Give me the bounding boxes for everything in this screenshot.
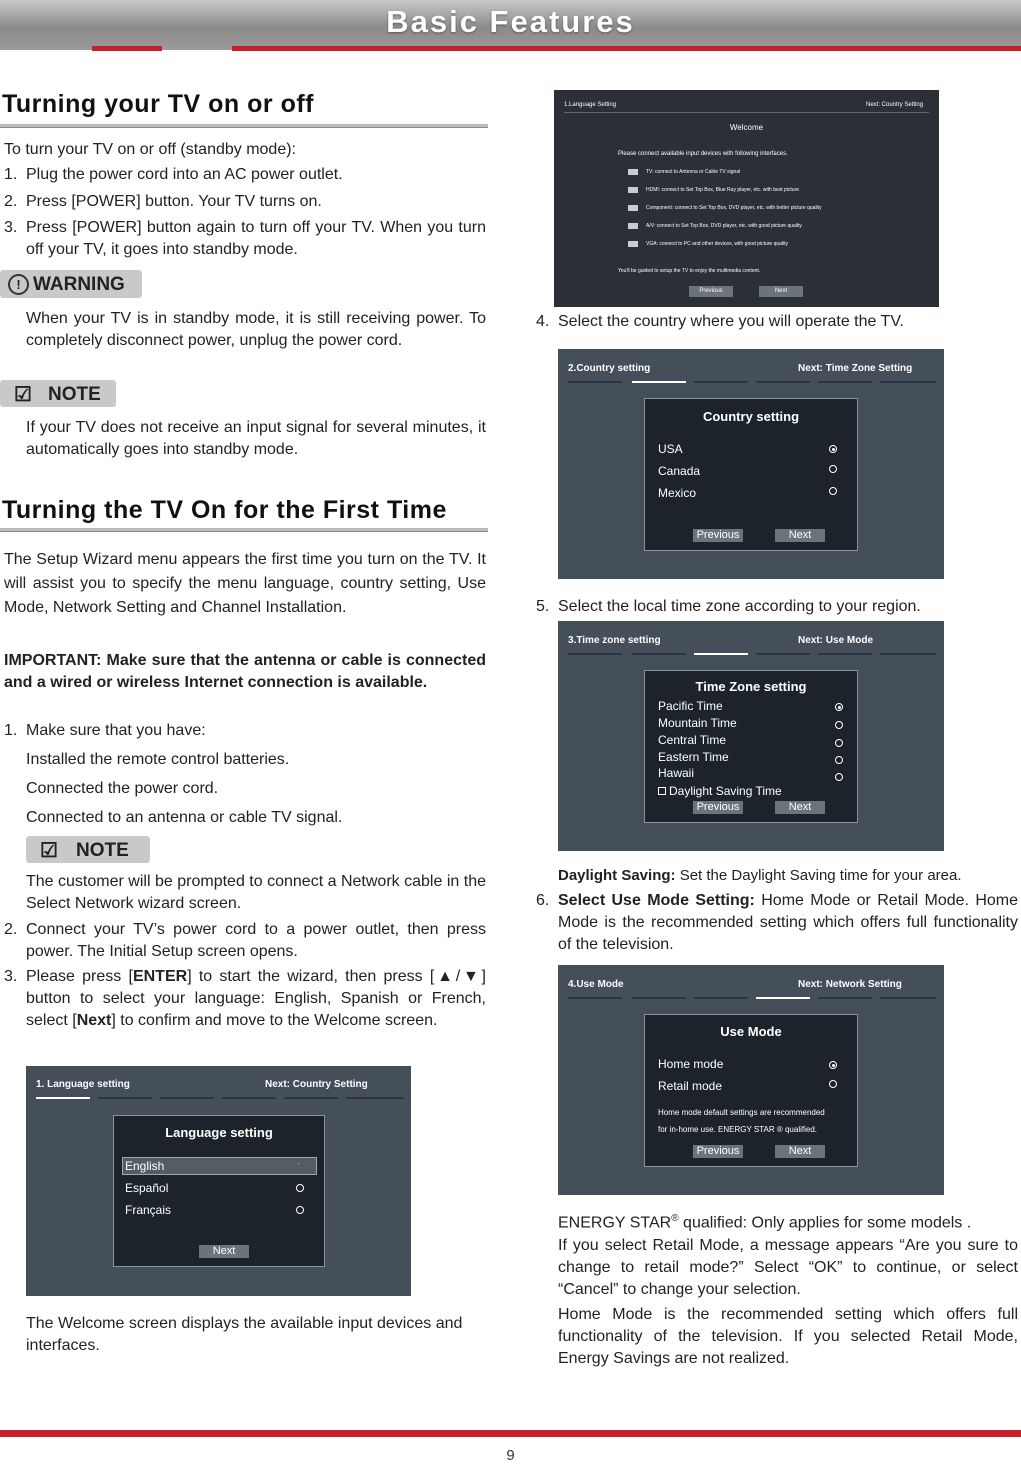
next-button[interactable]: Next — [199, 1245, 249, 1258]
step-text: Press [POWER] button. Your TV turns on. — [26, 193, 322, 210]
dialog-title: Country setting — [702, 409, 800, 424]
wizard-step-label: 1. Language setting — [36, 1079, 130, 1090]
list-item — [536, 311, 1018, 333]
time-zone-setting-screen — [558, 621, 944, 851]
use-mode-option[interactable]: Retail mode — [658, 1079, 723, 1093]
dialog-title: Language setting — [165, 1125, 273, 1140]
setup-intro: The Setup Wizard menu appears the first time you turn on the TV. It will assist you to specify the menu language, country setting, Use Mode, Network Setting and Channel Installation. — [4, 551, 486, 616]
step-number: 3. — [4, 219, 18, 236]
list-item — [4, 191, 486, 213]
checklist-item: Connected to an antenna or cable TV signal. — [26, 809, 343, 826]
wizard-next-label: Next: Use Mode — [798, 635, 874, 646]
previous-button[interactable]: Previous — [693, 529, 743, 542]
use-mode-note: Home mode default settings are recommended — [658, 1108, 825, 1117]
step-text: Plug the power cord into an AC power outlet. — [26, 166, 343, 183]
time-zone-dialog — [644, 670, 858, 823]
step-number: 4. — [536, 313, 550, 330]
list-item — [4, 164, 486, 186]
list-item — [536, 890, 1018, 956]
wizard-progress — [568, 381, 936, 383]
next-button[interactable]: Next — [775, 801, 825, 814]
country-option[interactable]: USA — [658, 442, 683, 456]
divider — [564, 112, 929, 113]
previous-button[interactable]: Previous — [693, 1145, 743, 1158]
wizard-next-label: Next: Country Setting — [866, 102, 924, 108]
component-icon — [628, 205, 638, 211]
step-number: 3. — [4, 968, 18, 985]
checklist-item: Installed the remote control batteries. — [26, 751, 290, 768]
hdmi-icon — [628, 187, 638, 193]
language-dialog — [113, 1115, 325, 1267]
radio-icon[interactable] — [296, 1184, 304, 1192]
country-option[interactable]: Mexico — [658, 486, 697, 500]
use-mode-screen — [558, 965, 944, 1195]
radio-icon[interactable] — [829, 465, 837, 473]
dst-checkbox[interactable] — [658, 787, 666, 795]
page-number: 9 — [506, 1447, 515, 1464]
use-mode-dialog — [644, 1014, 858, 1167]
step-number: 1. — [4, 722, 18, 739]
step-text: Make sure that you have: — [26, 722, 206, 739]
wizard-progress — [568, 653, 936, 655]
interface-item: TV: connect to Antenna or Cable TV signal — [646, 169, 741, 175]
language-setting-screen — [26, 1066, 411, 1296]
use-mode-option[interactable]: Home mode — [658, 1057, 724, 1071]
list-item — [536, 596, 1018, 618]
list-item — [4, 217, 486, 261]
home-mode-text: Home Mode is the recommended setting which offers full functionality of the television. If you selected Retail Mode, Energy Savings are not realized. — [558, 1306, 1018, 1367]
step-text: Connect your TV’s power cord to a power outlet, then press power. The Initial Setup screen opens. — [26, 921, 486, 960]
country-dialog — [644, 398, 858, 551]
language-option[interactable]: English — [125, 1159, 165, 1173]
note-label: NOTE — [76, 840, 129, 861]
step-number: 2. — [4, 193, 18, 210]
radio-icon[interactable] — [829, 487, 837, 495]
radio-selected-icon[interactable] — [835, 703, 843, 711]
previous-button[interactable]: Previous — [689, 286, 733, 297]
step-number: 1. — [4, 166, 18, 183]
dst-label: Daylight Saving Time — [669, 784, 782, 798]
welcome-intro: Please connect available input devices with following interfaces. — [618, 151, 788, 157]
footer-rule — [0, 1430, 1021, 1437]
step-text: Select the local time zone according to your region. — [558, 598, 921, 615]
interface-item: A/V: connect to Set Top Box, DVD player, etc. with good picture quality — [646, 223, 802, 229]
step-number: 2. — [4, 921, 18, 938]
warning-text: When your TV is in standby mode, it is still receiving power. To completely disconnect power, unplug the power cord. — [26, 310, 486, 349]
next-button[interactable]: Next — [759, 286, 803, 297]
tv-icon — [628, 169, 638, 175]
intro-text: To turn your TV on or off (standby mode): — [4, 141, 296, 158]
use-mode-note: for in-home use. ENERGY STAR ® qualified. — [658, 1125, 817, 1134]
wizard-next-label: Next: Country Setting — [265, 1079, 368, 1090]
note-badge — [0, 380, 116, 407]
next-button[interactable]: Next — [775, 529, 825, 542]
step-text: Press [POWER] button again to turn off your TV. When you turn off your TV, it goes into standby mode. — [26, 219, 486, 258]
warning-label: WARNING — [33, 274, 125, 295]
note-badge — [26, 836, 150, 863]
header-title: Basic Features — [386, 4, 635, 39]
list-item — [4, 720, 486, 742]
note-label: NOTE — [48, 384, 101, 405]
radio-selected-icon[interactable] — [829, 1061, 837, 1069]
time-zone-option[interactable]: Hawaii — [658, 766, 695, 780]
list-item — [4, 919, 486, 963]
radio-icon[interactable] — [829, 1080, 837, 1088]
time-zone-option[interactable]: Eastern Time — [658, 750, 729, 764]
wizard-next-label: Next: Time Zone Setting — [798, 363, 913, 374]
next-button[interactable]: Next — [775, 1145, 825, 1158]
language-option[interactable]: Français — [125, 1203, 172, 1217]
welcome-footer: You'll be guided to setup the TV to enjoy the multimedia content. — [618, 268, 761, 274]
previous-button[interactable]: Previous — [693, 801, 743, 814]
wizard-step-label: 3.Time zone setting — [568, 635, 661, 646]
list-item — [4, 966, 486, 1032]
wizard-next-label: Next: Network Setting — [798, 979, 902, 990]
section-rule — [0, 528, 488, 532]
note-text: If your TV does not receive an input signal for several minutes, it automatically goes into standby mode. — [26, 419, 486, 458]
note-icon: ☑ — [40, 840, 58, 862]
warning-icon: ! — [8, 274, 29, 295]
wizard-step-label: 2.Country setting — [568, 363, 651, 374]
time-zone-option[interactable]: Mountain Time — [658, 716, 737, 730]
wizard-progress — [568, 997, 936, 999]
radio-icon[interactable] — [835, 773, 843, 781]
interface-item: VGA: connect to PC and other devices, with good picture quality — [646, 241, 789, 247]
radio-selected-icon[interactable] — [829, 445, 837, 453]
dialog-title: Use Mode — [720, 1024, 782, 1039]
time-zone-option[interactable]: Central Time — [658, 733, 727, 747]
radio-icon[interactable] — [835, 721, 843, 729]
welcome-title: Welcome — [729, 123, 764, 132]
section-title-first-time: Turning the TV On for the First Time — [2, 496, 447, 524]
header-accent-right — [232, 46, 1021, 51]
step-text: Select the country where you will operate the TV. — [558, 313, 904, 330]
radio-icon[interactable] — [296, 1206, 304, 1214]
dialog-title: Time Zone setting — [695, 679, 807, 694]
step-text: Select Use Mode Setting: Home Mode or Retail Mode. Home Mode is the recommended setting which offers full functionality of the television. — [558, 892, 1019, 953]
country-option[interactable]: Canada — [658, 464, 701, 478]
welcome-description: The Welcome screen displays the available input devices and interfaces. — [26, 1315, 463, 1354]
av-icon — [628, 223, 638, 229]
wizard-progress — [36, 1097, 404, 1099]
time-zone-option[interactable]: Pacific Time — [658, 699, 723, 713]
step-number: 6. — [536, 892, 550, 909]
step-number: 5. — [536, 598, 550, 615]
wizard-step-label: 1.Language Setting — [564, 102, 617, 108]
warning-badge — [0, 270, 142, 298]
checklist-item: Connected the power cord. — [26, 780, 219, 797]
selected-indicator-icon: · — [297, 1158, 300, 1168]
energy-star-text: ENERGY STAR® qualified: Only applies for some models . — [558, 1213, 972, 1232]
section-title-on-off: Turning your TV on or off — [2, 90, 314, 118]
welcome-screen — [554, 90, 939, 307]
section-rule — [0, 124, 488, 128]
step-text: Please press [ENTER] to start the wizard, then press [▲/▼] button to select your language: English, Spanish or French, select [Next] to confirm and move to the Welcome screen. — [26, 968, 486, 1029]
interface-item: HDMI: connect to Set Top Box, Blue Ray player, etc. with best picture — [646, 187, 800, 193]
header-accent-left — [92, 46, 162, 51]
daylight-saving-text: Daylight Saving: Set the Daylight Saving time for your area. — [558, 867, 962, 884]
vga-icon — [628, 241, 638, 247]
interface-item: Component: connect to Set Top Box, DVD player, etc. with better picture quality — [646, 205, 822, 211]
country-setting-screen — [558, 349, 944, 579]
important-text: IMPORTANT: Make sure that the antenna or cable is connected and a wired or wireless Internet connection is available. — [4, 652, 486, 691]
retail-mode-text: If you select Retail Mode, a message appears “Are you sure to change to retail mode?” Select “OK” to continue, or select “Cancel” to change your selection. — [558, 1237, 1018, 1298]
radio-icon[interactable] — [835, 739, 843, 747]
note-icon: ☑ — [14, 384, 32, 406]
language-option[interactable]: Español — [125, 1181, 169, 1195]
wizard-step-label: 4.Use Mode — [568, 979, 624, 990]
note-text: The customer will be prompted to connect a Network cable in the Select Network wizard screen. — [26, 873, 486, 912]
radio-icon[interactable] — [835, 756, 843, 764]
